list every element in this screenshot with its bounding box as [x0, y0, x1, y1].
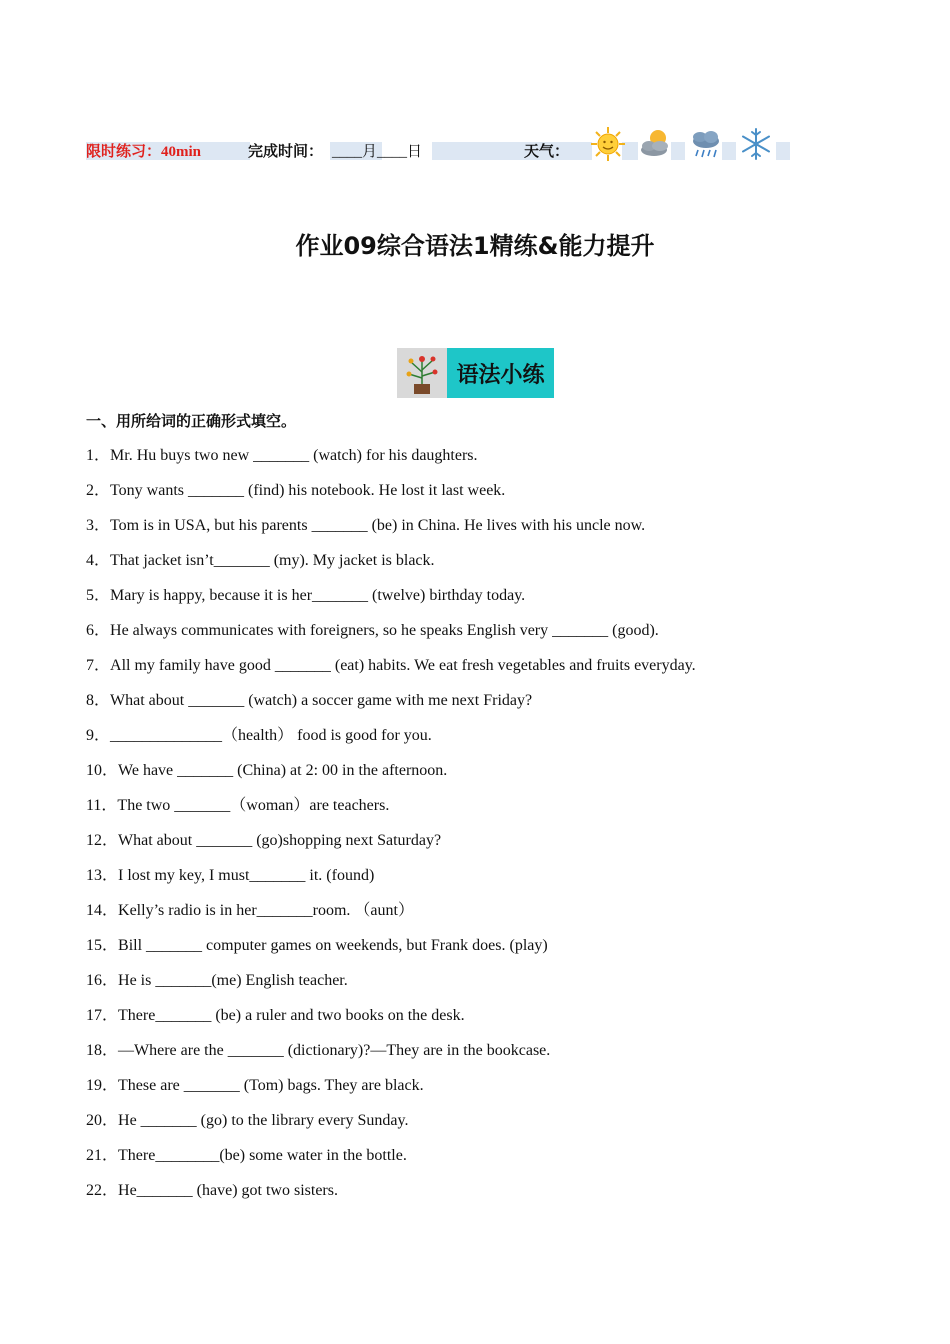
- exercise-number: 5．: [86, 587, 111, 604]
- header-band: [776, 142, 790, 160]
- grammar-banner-label: 语法小练: [447, 348, 554, 398]
- partly-cloudy-icon: [638, 126, 674, 162]
- exercise-text: He always communicates with foreigners, so he speaks English very _______ (good).: [110, 622, 659, 639]
- exercise-item: [86, 441, 866, 476]
- exercise-item: [86, 1176, 866, 1211]
- exercise-text: ______________（health） food is good for you.: [110, 727, 432, 744]
- exercise-text: What about _______ (watch) a soccer game with me next Friday?: [110, 692, 533, 709]
- section-heading: 一、用所给词的正确形式填空。: [86, 412, 297, 430]
- exercise-item: [86, 686, 866, 721]
- exercise-item: [86, 511, 866, 546]
- exercise-item: [86, 966, 866, 1001]
- exercise-item: [86, 476, 866, 511]
- exercise-text: Bill _______ computer games on weekends, but Frank does. (play): [118, 937, 548, 954]
- exercise-number: 8．: [86, 692, 111, 709]
- exercise-text: That jacket isn’t_______ (my). My jacket is black.: [110, 552, 435, 569]
- sunny-icon: [590, 126, 626, 162]
- exercise-text: All my family have good _______ (eat) habits. We eat fresh vegetables and fruits everyday.: [110, 657, 696, 674]
- exercise-list: [86, 441, 866, 1211]
- exercise-number: 18．: [86, 1042, 119, 1059]
- exercise-number: 16．: [86, 972, 119, 989]
- exercise-number: 15．: [86, 937, 119, 954]
- date-blank: ____月____日: [332, 144, 423, 160]
- exercise-number: 22．: [86, 1182, 119, 1199]
- exercise-text: There_______ (be) a ruler and two books on the desk.: [118, 1007, 465, 1024]
- snowflake-icon: [738, 126, 774, 162]
- exercise-item: [86, 826, 866, 861]
- plant-decoration: [397, 348, 447, 398]
- exercise-number: 21．: [86, 1147, 119, 1164]
- exercise-text: Tom is in USA, but his parents _______ (be) in China. He lives with his uncle now.: [110, 517, 646, 534]
- exercise-item: [86, 1106, 866, 1141]
- time-limit-label: 限时练习：40min: [86, 144, 202, 160]
- exercise-number: 20．: [86, 1112, 119, 1129]
- exercise-item: [86, 651, 866, 686]
- exercise-item: [86, 896, 866, 931]
- practice-header-bar: [86, 126, 766, 162]
- exercise-text: What about _______ (go)shopping next Saturday?: [118, 832, 442, 849]
- finish-time-label: 完成时间：: [248, 144, 324, 160]
- exercise-text: There________(be) some water in the bottle.: [118, 1147, 407, 1164]
- exercise-item: [86, 756, 866, 791]
- exercise-number: 10．: [86, 762, 119, 779]
- exercise-number: 2．: [86, 482, 111, 499]
- exercise-number: 9．: [86, 727, 111, 744]
- header-band: [432, 142, 516, 160]
- exercise-text: He _______ (go) to the library every Sunday.: [118, 1112, 409, 1129]
- exercise-number: 19．: [86, 1077, 119, 1094]
- header-band: [722, 142, 736, 160]
- exercise-item: [86, 931, 866, 966]
- exercise-item: [86, 1036, 866, 1071]
- rain-cloud-icon: [688, 126, 724, 162]
- exercise-text: I lost my key, I must_______ it. (found): [118, 867, 375, 884]
- page-title: 作业09综合语法1精练&能力提升: [295, 232, 655, 260]
- exercise-number: 13．: [86, 867, 119, 884]
- weather-label: 天气：: [524, 144, 570, 160]
- exercise-item: [86, 1001, 866, 1036]
- exercise-text: Mary is happy, because it is her_______ (twelve) birthday today.: [110, 587, 526, 604]
- exercise-item: [86, 861, 866, 896]
- exercise-text: We have _______ (China) at 2: 00 in the afternoon.: [118, 762, 448, 779]
- exercise-text: The two _______（woman）are teachers.: [117, 797, 390, 814]
- exercise-item: [86, 791, 866, 826]
- exercise-item: [86, 721, 866, 756]
- exercise-text: Mr. Hu buys two new _______ (watch) for his daughters.: [110, 447, 478, 464]
- exercise-text: Tony wants _______ (find) his notebook. He lost it last week.: [110, 482, 506, 499]
- grammar-banner: [397, 348, 554, 398]
- exercise-number: 1．: [86, 447, 111, 464]
- plant-icon: [397, 348, 447, 398]
- exercise-number: 17．: [86, 1007, 119, 1024]
- exercise-text: Kelly’s radio is in her_______room. （aunt）: [118, 902, 414, 919]
- exercise-text: He is _______(me) English teacher.: [118, 972, 348, 989]
- exercise-item: [86, 616, 866, 651]
- exercise-item: [86, 1071, 866, 1106]
- exercise-item: [86, 581, 866, 616]
- exercise-number: 4．: [86, 552, 111, 569]
- exercise-number: 7．: [86, 657, 111, 674]
- exercise-number: 11．: [86, 797, 118, 814]
- exercise-text: These are _______ (Tom) bags. They are black.: [118, 1077, 424, 1094]
- exercise-number: 6．: [86, 622, 111, 639]
- exercise-item: [86, 546, 866, 581]
- exercise-text: —Where are the _______ (dictionary)?—They are in the bookcase.: [118, 1042, 551, 1059]
- exercise-item: [86, 1141, 866, 1176]
- exercise-text: He_______ (have) got two sisters.: [118, 1182, 338, 1199]
- exercise-number: 14．: [86, 902, 119, 919]
- exercise-number: 12．: [86, 832, 119, 849]
- exercise-number: 3．: [86, 517, 111, 534]
